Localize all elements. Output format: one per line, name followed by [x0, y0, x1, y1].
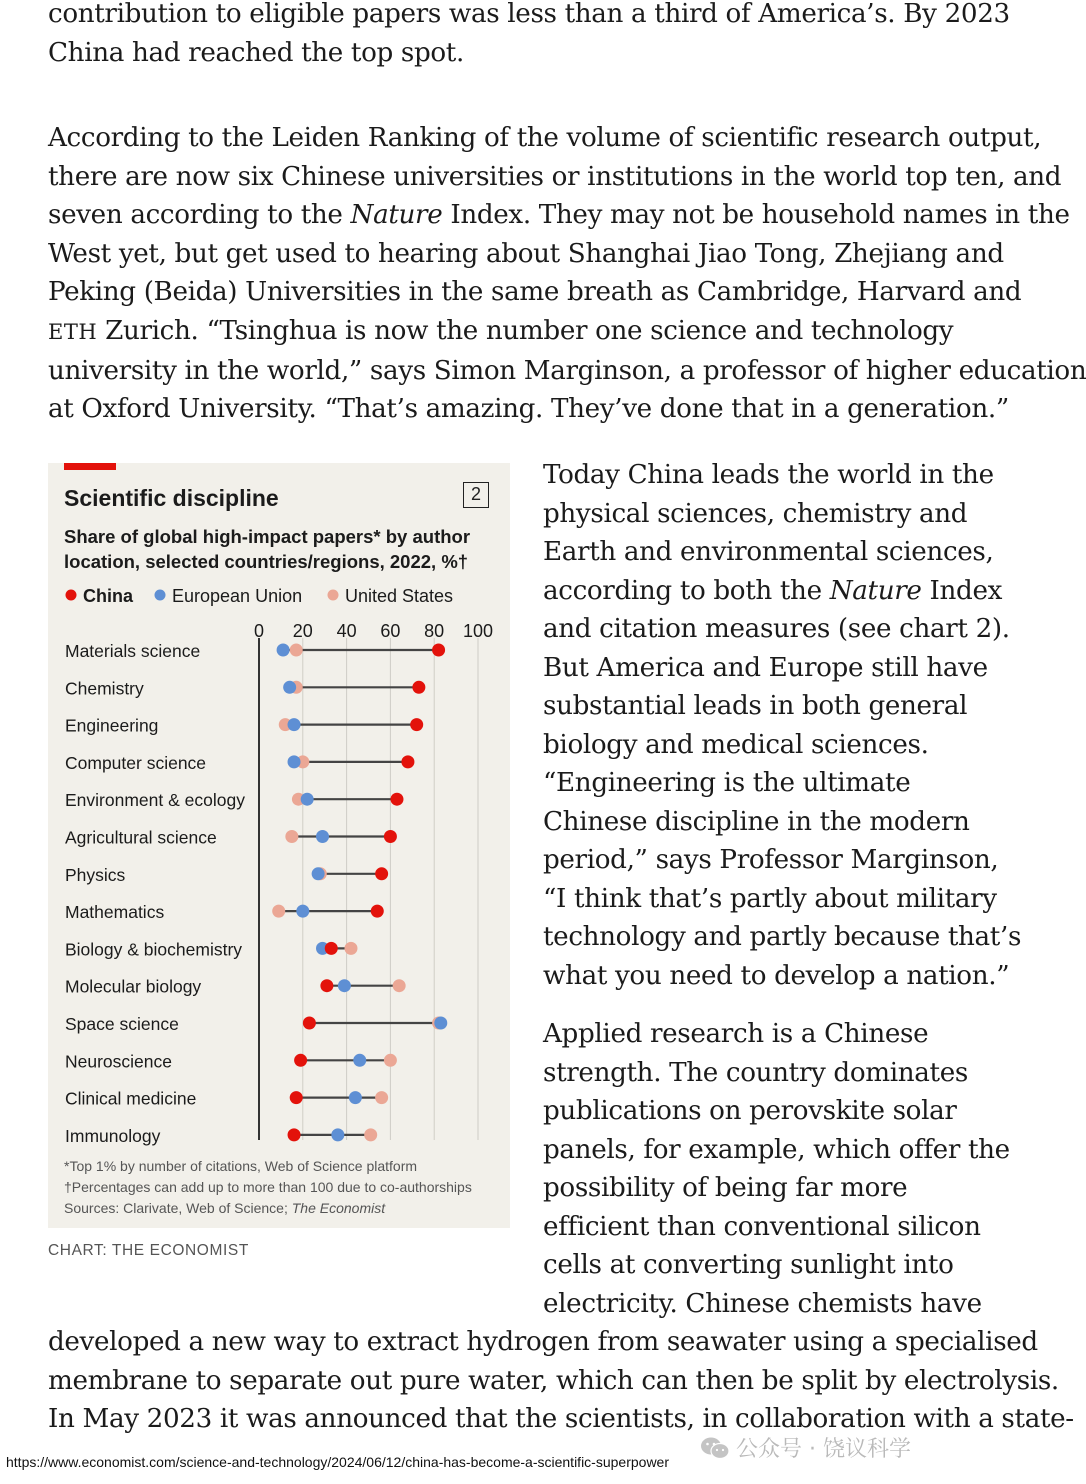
category-label: Space science — [65, 1014, 179, 1034]
data-point-china — [390, 793, 403, 806]
text-line: period,” says Professor Marginson, — [543, 845, 999, 875]
chart-footnote: *Top 1% by number of citations, Web of Science platform — [64, 1158, 418, 1174]
data-point-china — [303, 1017, 316, 1030]
data-point-china — [401, 755, 414, 768]
chart-legend — [66, 586, 454, 606]
data-point-china — [384, 830, 397, 843]
text-line: ETH Zurich. “Tsinghua is now the number one science and technology — [48, 315, 954, 346]
text-line: In May 2023 it was announced that the scientists, in collaboration with a state- — [48, 1404, 1074, 1435]
legend-swatch — [66, 590, 77, 601]
data-point-china — [320, 979, 333, 992]
data-point-european-union — [283, 681, 296, 694]
x-tick-label: 40 — [336, 621, 357, 641]
x-tick-label: 60 — [380, 621, 401, 641]
text-line: physical sciences, chemistry and — [543, 498, 968, 529]
text-line: electricity. Chinese chemists have — [543, 1288, 982, 1319]
text-line: seven according to the Nature Index. They may not be household names in the — [48, 200, 1070, 231]
category-label: Engineering — [65, 715, 159, 736]
category-label: Materials science — [65, 641, 201, 661]
chart-credit: CHART: THE ECONOMIST — [48, 1242, 249, 1259]
data-point-european-union — [288, 755, 301, 768]
watermark-text: 公众号 · 饶议科学 — [736, 1437, 911, 1462]
disciplines-paragraph — [543, 456, 1021, 995]
text-line: according to both the Nature Index — [543, 575, 1003, 606]
x-tick-label: 80 — [424, 621, 445, 641]
data-point-european-union — [316, 830, 329, 843]
data-point-united-states — [364, 1128, 377, 1141]
text-line: Peking (Beida) Universities in the same breath as Cambridge, Harvard and — [48, 277, 1022, 308]
data-point-china — [432, 644, 445, 657]
data-point-china — [288, 1128, 301, 1141]
data-point-united-states — [344, 942, 357, 955]
data-point-european-union — [296, 905, 309, 918]
data-point-china — [371, 905, 384, 918]
data-point-united-states — [285, 830, 298, 843]
data-point-european-union — [301, 793, 314, 806]
text-line: West yet, but get used to hearing about Shanghai Jiao Tong, Zhejiang and — [48, 238, 1004, 269]
chart-title: Scientific discipline — [64, 485, 279, 511]
text-line: Earth and environmental sciences, — [543, 537, 994, 567]
category-label: Environment & ecology — [65, 790, 245, 811]
data-point-european-union — [331, 1128, 344, 1141]
text-line: “Engineering is the ultimate — [543, 768, 911, 798]
category-label: Biology & biochemistry — [65, 939, 243, 960]
applied-research-paragraph — [543, 1015, 1010, 1323]
data-point-european-union — [312, 867, 325, 880]
data-point-european-union — [277, 644, 290, 657]
data-point-united-states — [375, 1091, 388, 1104]
text-line: strength. The country dominates — [543, 1057, 968, 1088]
data-point-united-states — [393, 979, 406, 992]
text-line: there are now six Chinese universities or institutions in the world top ten, and — [48, 161, 1062, 192]
category-label: Mathematics — [65, 902, 165, 923]
source-url[interactable]: https://www.economist.com/science-and-technology/2024/06/12/china-has-become-a-scientific-superpower — [6, 1454, 669, 1470]
eth-smallcaps: ETH — [48, 319, 98, 344]
text-line: what you need to develop a nation.” — [543, 960, 1010, 991]
category-label: Neuroscience — [65, 1051, 172, 1072]
data-point-european-union — [338, 979, 351, 992]
chart-subtitle: location, selected countries/regions, 2022, %† — [64, 551, 469, 572]
data-point-china — [412, 681, 425, 694]
text-line: and citation measures (see chart 2). — [543, 614, 1010, 644]
data-point-united-states — [384, 1054, 397, 1067]
text-line: biology and medical sciences. — [543, 729, 929, 760]
text-line: developed a new way to extract hydrogen from seawater using a specialised — [48, 1327, 1038, 1357]
chart-panel — [48, 463, 510, 1228]
text-line: But America and Europe still have — [543, 652, 988, 683]
text-line: panels, for example, which offer the — [543, 1134, 1010, 1165]
text-line: university in the world,” says Simon Marginson, a professor of higher education — [48, 355, 1086, 386]
nature-italic: Nature — [350, 200, 443, 231]
chart-footnote: †Percentages can add up to more than 100 due to co-authorships — [64, 1179, 472, 1195]
category-label: Chemistry — [65, 678, 144, 699]
data-point-european-union — [349, 1091, 362, 1104]
text-line: Chinese discipline in the modern — [543, 806, 970, 837]
intro-paragraph — [48, 0, 1010, 72]
data-point-china — [294, 1054, 307, 1067]
data-point-china — [325, 942, 338, 955]
nature-italic: Nature — [829, 575, 922, 606]
chart-subtitle: Share of global high-impact papers* by author — [64, 526, 471, 547]
text-line: publications on perovskite solar — [543, 1096, 957, 1126]
text-line: membrane to separate out pure water, which can then be split by electrolysis. — [48, 1365, 1059, 1396]
x-tick-label: 20 — [292, 621, 313, 641]
text-line: According to the Leiden Ranking of the volume of scientific research output, — [48, 123, 1042, 153]
x-tick-label: 0 — [253, 621, 265, 641]
wechat-watermark — [700, 1432, 911, 1463]
data-point-united-states — [290, 644, 303, 657]
text-line: cells at converting sunlight into — [543, 1250, 954, 1280]
category-label: Agricultural science — [65, 827, 217, 848]
text-line: at Oxford University. “That’s amazing. They’ve done that in a generation.” — [48, 394, 1009, 425]
text-line: “I think that’s partly about military — [543, 883, 997, 914]
legend-label: China — [83, 586, 134, 606]
legend-label: European Union — [172, 586, 303, 606]
chart-source: Sources: Clarivate, Web of Science; The Economist — [64, 1200, 386, 1216]
text-line: Today China leads the world in the — [543, 460, 994, 490]
legend-swatch — [328, 590, 339, 601]
text-line: technology and partly because that’s — [543, 922, 1022, 952]
x-tick-label: 100 — [462, 621, 494, 641]
text-line: possibility of being far more — [543, 1173, 908, 1203]
legend-label: United States — [345, 586, 454, 606]
wechat-icon — [700, 1436, 730, 1460]
data-point-european-union — [353, 1054, 366, 1067]
data-point-china — [375, 867, 388, 880]
data-point-china — [290, 1091, 303, 1104]
dot-plot-chart — [48, 463, 510, 1228]
applied-research-continuation — [48, 1323, 1074, 1439]
text-line: Applied research is a Chinese — [543, 1019, 929, 1049]
category-label: Immunology — [65, 1125, 161, 1146]
category-label: Physics — [65, 864, 126, 885]
data-point-united-states — [272, 905, 285, 918]
text-line: contribution to eligible papers was less than a third of America’s. By 2023 — [48, 0, 1010, 29]
category-label: Molecular biology — [65, 976, 202, 997]
text-line: efficient than conventional silicon — [543, 1211, 981, 1242]
text-line: China had reached the top spot. — [48, 37, 464, 68]
x-axis — [254, 621, 493, 1140]
data-point-european-union — [434, 1017, 447, 1030]
data-point-china — [410, 718, 423, 731]
leiden-paragraph — [48, 119, 1086, 429]
legend-swatch — [155, 590, 166, 601]
category-label: Clinical medicine — [65, 1088, 197, 1109]
data-point-european-union — [288, 718, 301, 731]
chart-number-badge: 2 — [463, 482, 489, 508]
category-label: Computer science — [65, 752, 207, 773]
text-line: substantial leads in both general — [543, 691, 968, 721]
